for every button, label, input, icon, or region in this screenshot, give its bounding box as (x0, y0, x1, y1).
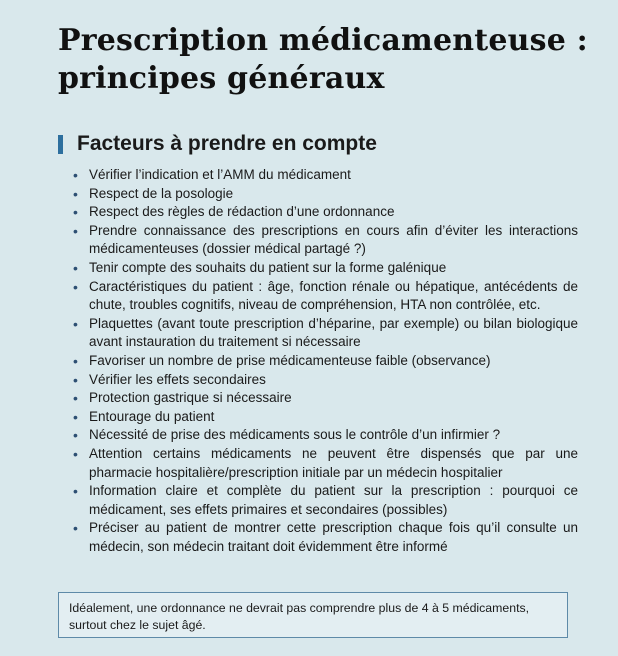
list-item: • Nécessité de prise des médicaments sous le contrôle d’un infirmier ? (72, 426, 578, 445)
list-item: • Information claire et complète du patient sur la prescription : pourquoi ce médicament, ses effets primaires et secondaires (possibles) (72, 482, 578, 519)
list-item: • Attention certains médicaments ne peuvent être dispensés que par une pharmacie hospitalière/prescription initiale par un médecin hospitalier (72, 445, 578, 482)
list-item: • Favoriser un nombre de prise médicamenteuse faible (observance) (72, 352, 578, 371)
list-item: • Protection gastrique si nécessaire (72, 389, 578, 408)
list-item: • Vérifier les effets secondaires (72, 371, 578, 390)
list-item: • Respect de la posologie (72, 185, 578, 204)
section-heading (58, 132, 377, 156)
list-item: • Entourage du patient (72, 408, 578, 427)
list-item: • Préciser au patient de montrer cette prescription chaque fois qu’il consulte un médecin, son médecin traitant doit évidemment être informé (72, 519, 578, 556)
factors-list (72, 166, 578, 556)
list-item: • Tenir compte des souhaits du patient sur la forme galénique (72, 259, 578, 278)
list-item: • Respect des règles de rédaction d’une ordonnance (72, 203, 578, 222)
note-box: Idéalement, une ordonnance ne devrait pas comprendre plus de 4 à 5 médicaments, surtout chez le sujet âgé. (58, 592, 568, 638)
list-item: • Caractéristiques du patient : âge, fonction rénale ou hépatique, antécédents de chute, troubles cognitifs, niveau de compréhension, HTA non contrôlée, etc. (72, 278, 578, 315)
section-heading-text: Facteurs à prendre en compte (77, 132, 377, 155)
heading-accent-bar (58, 135, 63, 154)
list-item: • Plaquettes (avant toute prescription d’héparine, par exemple) ou bilan biologique avant instauration du traitement si nécessaire (72, 315, 578, 352)
list-item: • Prendre connaissance des prescriptions en cours afin d’éviter les interactions médicamenteuses (dossier médical partagé ?) (72, 222, 578, 259)
list-item: • Vérifier l’indication et l’AMM du médicament (72, 166, 578, 185)
page-title: Prescription médicamenteuse : principes généraux (58, 23, 588, 96)
